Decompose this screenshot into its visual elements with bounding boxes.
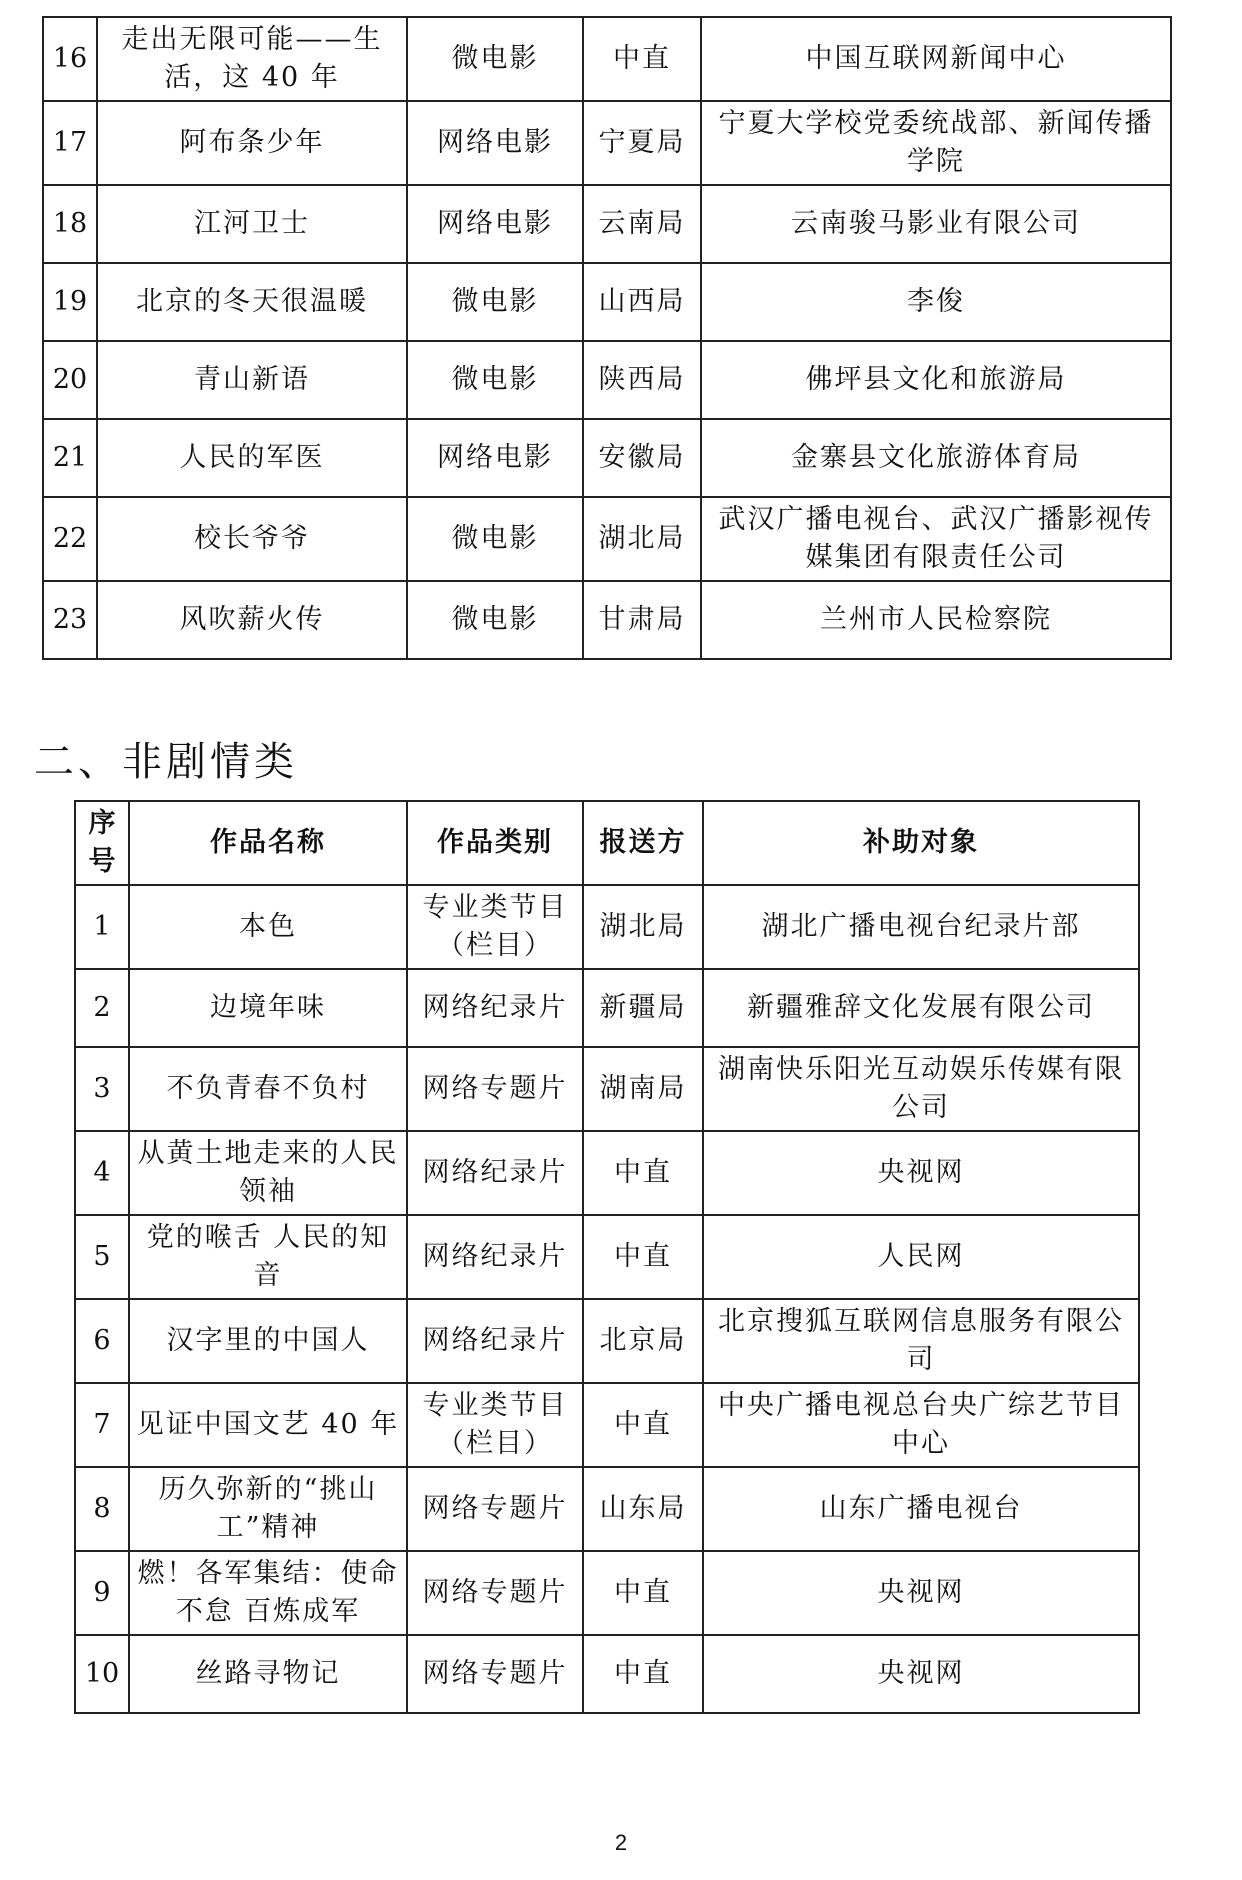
row-number: 5 — [75, 1215, 129, 1299]
work-type: 微电影 — [407, 17, 583, 101]
work-name: 燃！各军集结：使命不怠 百炼成军 — [129, 1551, 407, 1635]
table-row — [43, 185, 1171, 263]
work-name: 校长爷爷 — [97, 497, 407, 581]
work-type: 网络专题片 — [407, 1467, 583, 1551]
subsidy-target: 央视网 — [703, 1131, 1139, 1215]
row-number: 21 — [43, 419, 97, 497]
subsidy-target: 中央广播电视总台央广综艺节目中心 — [703, 1383, 1139, 1467]
work-name: 北京的冬天很温暖 — [97, 263, 407, 341]
table-narrative-continued — [42, 16, 1172, 660]
work-name: 历久弥新的“挑山工”精神 — [129, 1467, 407, 1551]
subsidy-target: 人民网 — [703, 1215, 1139, 1299]
row-number: 19 — [43, 263, 97, 341]
sender: 湖北局 — [583, 885, 703, 969]
work-name: 走出无限可能——生活，这 40 年 — [97, 17, 407, 101]
work-type: 网络专题片 — [407, 1047, 583, 1131]
sender: 中直 — [583, 17, 701, 101]
work-type: 网络电影 — [407, 419, 583, 497]
subsidy-target: 金寨县文化旅游体育局 — [701, 419, 1171, 497]
table-row — [75, 1131, 1139, 1215]
subsidy-target: 宁夏大学校党委统战部、新闻传播学院 — [701, 101, 1171, 185]
sender: 中直 — [583, 1131, 703, 1215]
sender: 新疆局 — [583, 969, 703, 1047]
row-number: 20 — [43, 341, 97, 419]
row-number: 10 — [75, 1635, 129, 1713]
table-non-narrative — [74, 800, 1140, 1714]
table-row — [43, 17, 1171, 101]
subsidy-target: 北京搜狐互联网信息服务有限公司 — [703, 1299, 1139, 1383]
row-number: 7 — [75, 1383, 129, 1467]
table-row — [75, 1551, 1139, 1635]
row-number: 3 — [75, 1047, 129, 1131]
work-name: 青山新语 — [97, 341, 407, 419]
subsidy-target: 中国互联网新闻中心 — [701, 17, 1171, 101]
header-work-type: 作品类别 — [407, 801, 583, 885]
subsidy-target: 央视网 — [703, 1635, 1139, 1713]
work-name: 见证中国文艺 40 年 — [129, 1383, 407, 1467]
work-type: 网络专题片 — [407, 1551, 583, 1635]
row-number: 23 — [43, 581, 97, 659]
work-type: 微电影 — [407, 497, 583, 581]
work-type: 专业类节目（栏目） — [407, 1383, 583, 1467]
work-type: 网络纪录片 — [407, 969, 583, 1047]
work-name: 风吹薪火传 — [97, 581, 407, 659]
table-row — [75, 1047, 1139, 1131]
table-row — [75, 885, 1139, 969]
table-row — [43, 497, 1171, 581]
sender: 湖南局 — [583, 1047, 703, 1131]
subsidy-target: 佛坪县文化和旅游局 — [701, 341, 1171, 419]
table-row — [75, 1215, 1139, 1299]
work-name: 人民的军医 — [97, 419, 407, 497]
table-row — [43, 263, 1171, 341]
work-name: 党的喉舌 人民的知音 — [129, 1215, 407, 1299]
sender: 中直 — [583, 1215, 703, 1299]
header-sender: 报送方 — [583, 801, 703, 885]
subsidy-target: 李俊 — [701, 263, 1171, 341]
sender: 云南局 — [583, 185, 701, 263]
work-name: 丝路寻物记 — [129, 1635, 407, 1713]
row-number: 6 — [75, 1299, 129, 1383]
table-row — [75, 1383, 1139, 1467]
work-name: 不负青春不负村 — [129, 1047, 407, 1131]
sender: 陕西局 — [583, 341, 701, 419]
sender: 安徽局 — [583, 419, 701, 497]
subsidy-target: 湖北广播电视台纪录片部 — [703, 885, 1139, 969]
row-number: 8 — [75, 1467, 129, 1551]
work-type: 网络纪录片 — [407, 1131, 583, 1215]
subsidy-target: 山东广播电视台 — [703, 1467, 1139, 1551]
row-number: 18 — [43, 185, 97, 263]
row-number: 17 — [43, 101, 97, 185]
sender: 宁夏局 — [583, 101, 701, 185]
subsidy-target: 央视网 — [703, 1551, 1139, 1635]
work-name: 阿布条少年 — [97, 101, 407, 185]
sender: 中直 — [583, 1551, 703, 1635]
sender: 北京局 — [583, 1299, 703, 1383]
table-row — [75, 1299, 1139, 1383]
row-number: 9 — [75, 1551, 129, 1635]
sender: 中直 — [583, 1635, 703, 1713]
work-type: 网络专题片 — [407, 1635, 583, 1713]
subsidy-target: 兰州市人民检察院 — [701, 581, 1171, 659]
section-heading-non-narrative: 二、非剧情类 — [34, 739, 298, 785]
table-row — [75, 969, 1139, 1047]
row-number: 16 — [43, 17, 97, 101]
work-type: 微电影 — [407, 341, 583, 419]
table-header-row — [75, 801, 1139, 885]
row-number: 2 — [75, 969, 129, 1047]
sender: 中直 — [583, 1383, 703, 1467]
header-number: 序号 — [75, 801, 129, 885]
sender: 山西局 — [583, 263, 701, 341]
table-row — [43, 419, 1171, 497]
table-row — [43, 101, 1171, 185]
table-row — [75, 1467, 1139, 1551]
subsidy-target: 新疆雅辞文化发展有限公司 — [703, 969, 1139, 1047]
work-type: 网络纪录片 — [407, 1299, 583, 1383]
work-name: 江河卫士 — [97, 185, 407, 263]
row-number: 1 — [75, 885, 129, 969]
subsidy-target: 武汉广播电视台、武汉广播影视传媒集团有限责任公司 — [701, 497, 1171, 581]
work-type: 微电影 — [407, 581, 583, 659]
work-name: 边境年味 — [129, 969, 407, 1047]
work-type: 网络电影 — [407, 101, 583, 185]
subsidy-target: 云南骏马影业有限公司 — [701, 185, 1171, 263]
work-name: 汉字里的中国人 — [129, 1299, 407, 1383]
work-type: 微电影 — [407, 263, 583, 341]
work-type: 网络纪录片 — [407, 1215, 583, 1299]
work-type: 网络电影 — [407, 185, 583, 263]
row-number: 22 — [43, 497, 97, 581]
row-number: 4 — [75, 1131, 129, 1215]
table-row — [43, 581, 1171, 659]
table-row — [43, 341, 1171, 419]
sender: 甘肃局 — [583, 581, 701, 659]
table-row — [75, 1635, 1139, 1713]
subsidy-target: 湖南快乐阳光互动娱乐传媒有限公司 — [703, 1047, 1139, 1131]
header-subsidy-target: 补助对象 — [703, 801, 1139, 885]
work-name: 从黄土地走来的人民领袖 — [129, 1131, 407, 1215]
sender: 山东局 — [583, 1467, 703, 1551]
sender: 湖北局 — [583, 497, 701, 581]
work-type: 专业类节目（栏目） — [407, 885, 583, 969]
header-work-name: 作品名称 — [129, 801, 407, 885]
page-number: 2 — [614, 1830, 628, 1855]
work-name: 本色 — [129, 885, 407, 969]
